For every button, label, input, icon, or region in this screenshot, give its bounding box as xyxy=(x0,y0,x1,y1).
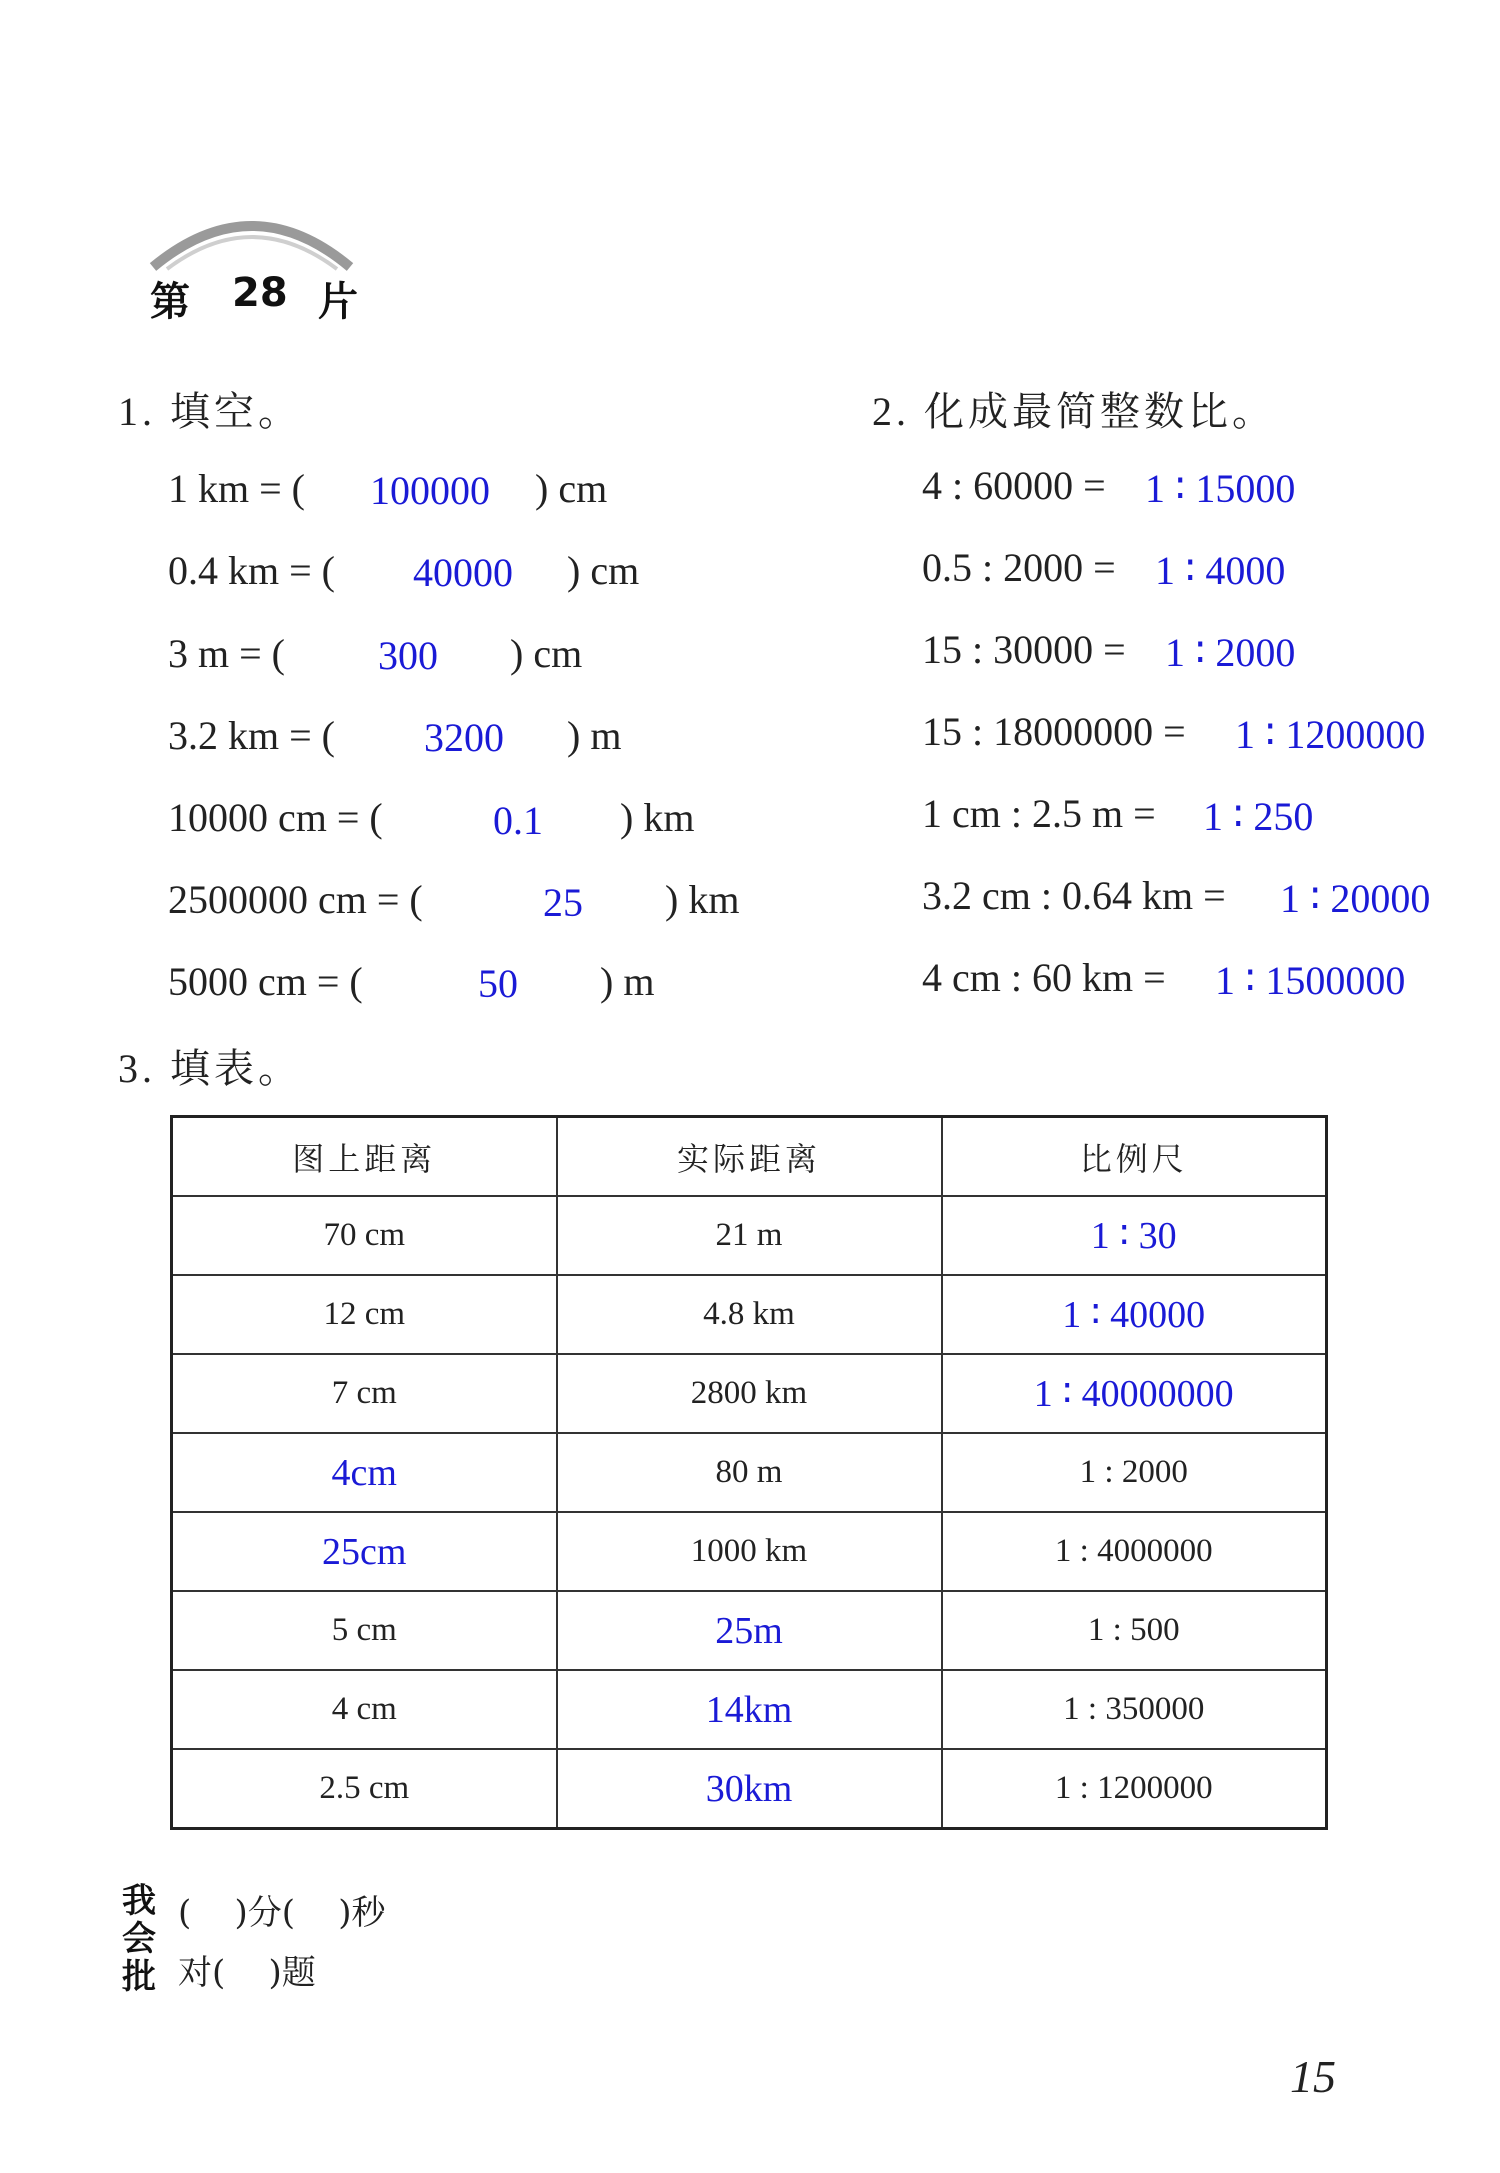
ratio-answer: 1 ∶ 250 xyxy=(1203,794,1314,839)
item-before: 5000 cm = ( xyxy=(168,959,363,1004)
ratio-answer: 1 ∶ 4000 xyxy=(1155,548,1286,593)
grade-label-char: 批 xyxy=(122,1957,156,1997)
item-answer: 3200 xyxy=(424,715,504,760)
table-row xyxy=(172,1591,1327,1670)
item-after: ) cm xyxy=(535,466,608,511)
actual-distance-cell: 4.8 km xyxy=(557,1275,942,1354)
ratio-answer: 1 ∶ 20000 xyxy=(1280,876,1431,921)
ratio-question: 15 : 30000 = xyxy=(922,627,1126,672)
table-row xyxy=(172,1275,1327,1354)
table-row xyxy=(172,1433,1327,1512)
item-answer: 300 xyxy=(378,633,438,678)
table-row xyxy=(172,1196,1327,1275)
item-answer: 25 xyxy=(543,880,583,925)
map-distance-cell: 4cm xyxy=(172,1433,557,1512)
ratio-answer: 1 ∶ 2000 xyxy=(1165,630,1296,675)
ratio-question: 15 : 18000000 = xyxy=(922,709,1186,754)
grade-label-char: 会 xyxy=(122,1919,156,1959)
header-suffix: 片 xyxy=(318,279,358,325)
map-distance-cell: 70 cm xyxy=(172,1196,557,1275)
grade-label xyxy=(122,1882,156,1996)
ratio-question: 0.5 : 2000 = xyxy=(922,545,1116,590)
item-before: 1 km = ( xyxy=(168,466,305,511)
decorative-arc xyxy=(145,205,360,275)
ratio-question: 3.2 cm : 0.64 km = xyxy=(922,873,1226,918)
section3-title: 3. 填表。 xyxy=(118,1046,302,1091)
ratio-answer: 1 ∶ 15000 xyxy=(1145,466,1296,511)
table-header-row xyxy=(172,1117,1327,1197)
section1-title: 1. 填空。 xyxy=(118,389,302,434)
header-actual-distance: 实际距离 xyxy=(557,1117,942,1197)
time-record: ( )分( )秒 xyxy=(178,1893,386,1933)
item-after: ) km xyxy=(620,795,695,840)
item-answer: 100000 xyxy=(370,468,490,513)
scale-cell: 1 ∶ 30 xyxy=(942,1196,1327,1275)
table-row xyxy=(172,1354,1327,1433)
item-answer: 40000 xyxy=(413,550,513,595)
section2-title: 2. 化成最简整数比。 xyxy=(872,389,1276,434)
table-row xyxy=(172,1512,1327,1591)
ratio-answer: 1 ∶ 1200000 xyxy=(1235,712,1426,757)
scale-cell: 1 : 350000 xyxy=(942,1670,1327,1749)
actual-distance-cell: 2800 km xyxy=(557,1354,942,1433)
item-after: ) km xyxy=(665,877,740,922)
item-after: ) cm xyxy=(567,548,640,593)
scale-cell: 1 ∶ 40000 xyxy=(942,1275,1327,1354)
correct-record: 对( )题 xyxy=(178,1953,316,1993)
scale-cell: 1 ∶ 40000000 xyxy=(942,1354,1327,1433)
actual-distance-cell: 30km xyxy=(557,1749,942,1829)
ratio-question: 4 cm : 60 km = xyxy=(922,955,1166,1000)
header-map-distance: 图上距离 xyxy=(172,1117,557,1197)
table-row xyxy=(172,1670,1327,1749)
item-before: 2500000 cm = ( xyxy=(168,877,423,922)
actual-distance-cell: 1000 km xyxy=(557,1512,942,1591)
header-number: 28 xyxy=(232,270,288,316)
item-before: 3.2 km = ( xyxy=(168,713,335,758)
page-number: 15 xyxy=(1290,2051,1336,2102)
actual-distance-cell: 21 m xyxy=(557,1196,942,1275)
item-after: ) m xyxy=(600,959,655,1004)
scale-cell: 1 : 4000000 xyxy=(942,1512,1327,1591)
ratio-question: 4 : 60000 = xyxy=(922,463,1106,508)
item-before: 10000 cm = ( xyxy=(168,795,383,840)
map-distance-cell: 7 cm xyxy=(172,1354,557,1433)
scale-table xyxy=(170,1115,1328,1830)
ratio-question: 1 cm : 2.5 m = xyxy=(922,791,1156,836)
actual-distance-cell: 25m xyxy=(557,1591,942,1670)
map-distance-cell: 25cm xyxy=(172,1512,557,1591)
item-after: ) cm xyxy=(510,631,583,676)
actual-distance-cell: 80 m xyxy=(557,1433,942,1512)
map-distance-cell: 2.5 cm xyxy=(172,1749,557,1829)
scale-cell: 1 : 1200000 xyxy=(942,1749,1327,1829)
map-distance-cell: 12 cm xyxy=(172,1275,557,1354)
item-after: ) m xyxy=(567,713,622,758)
item-before: 3 m = ( xyxy=(168,631,285,676)
ratio-answer: 1 ∶ 1500000 xyxy=(1215,958,1406,1003)
map-distance-cell: 4 cm xyxy=(172,1670,557,1749)
header-scale: 比例尺 xyxy=(942,1117,1327,1197)
table-body xyxy=(172,1196,1327,1829)
item-answer: 50 xyxy=(478,961,518,1006)
grade-label-char: 我 xyxy=(122,1881,156,1921)
map-distance-cell: 5 cm xyxy=(172,1591,557,1670)
item-before: 0.4 km = ( xyxy=(168,548,335,593)
table-row xyxy=(172,1749,1327,1829)
item-answer: 0.1 xyxy=(493,798,543,843)
actual-distance-cell: 14km xyxy=(557,1670,942,1749)
header-prefix: 第 xyxy=(150,279,190,325)
scale-cell: 1 : 2000 xyxy=(942,1433,1327,1512)
scale-cell: 1 : 500 xyxy=(942,1591,1327,1670)
